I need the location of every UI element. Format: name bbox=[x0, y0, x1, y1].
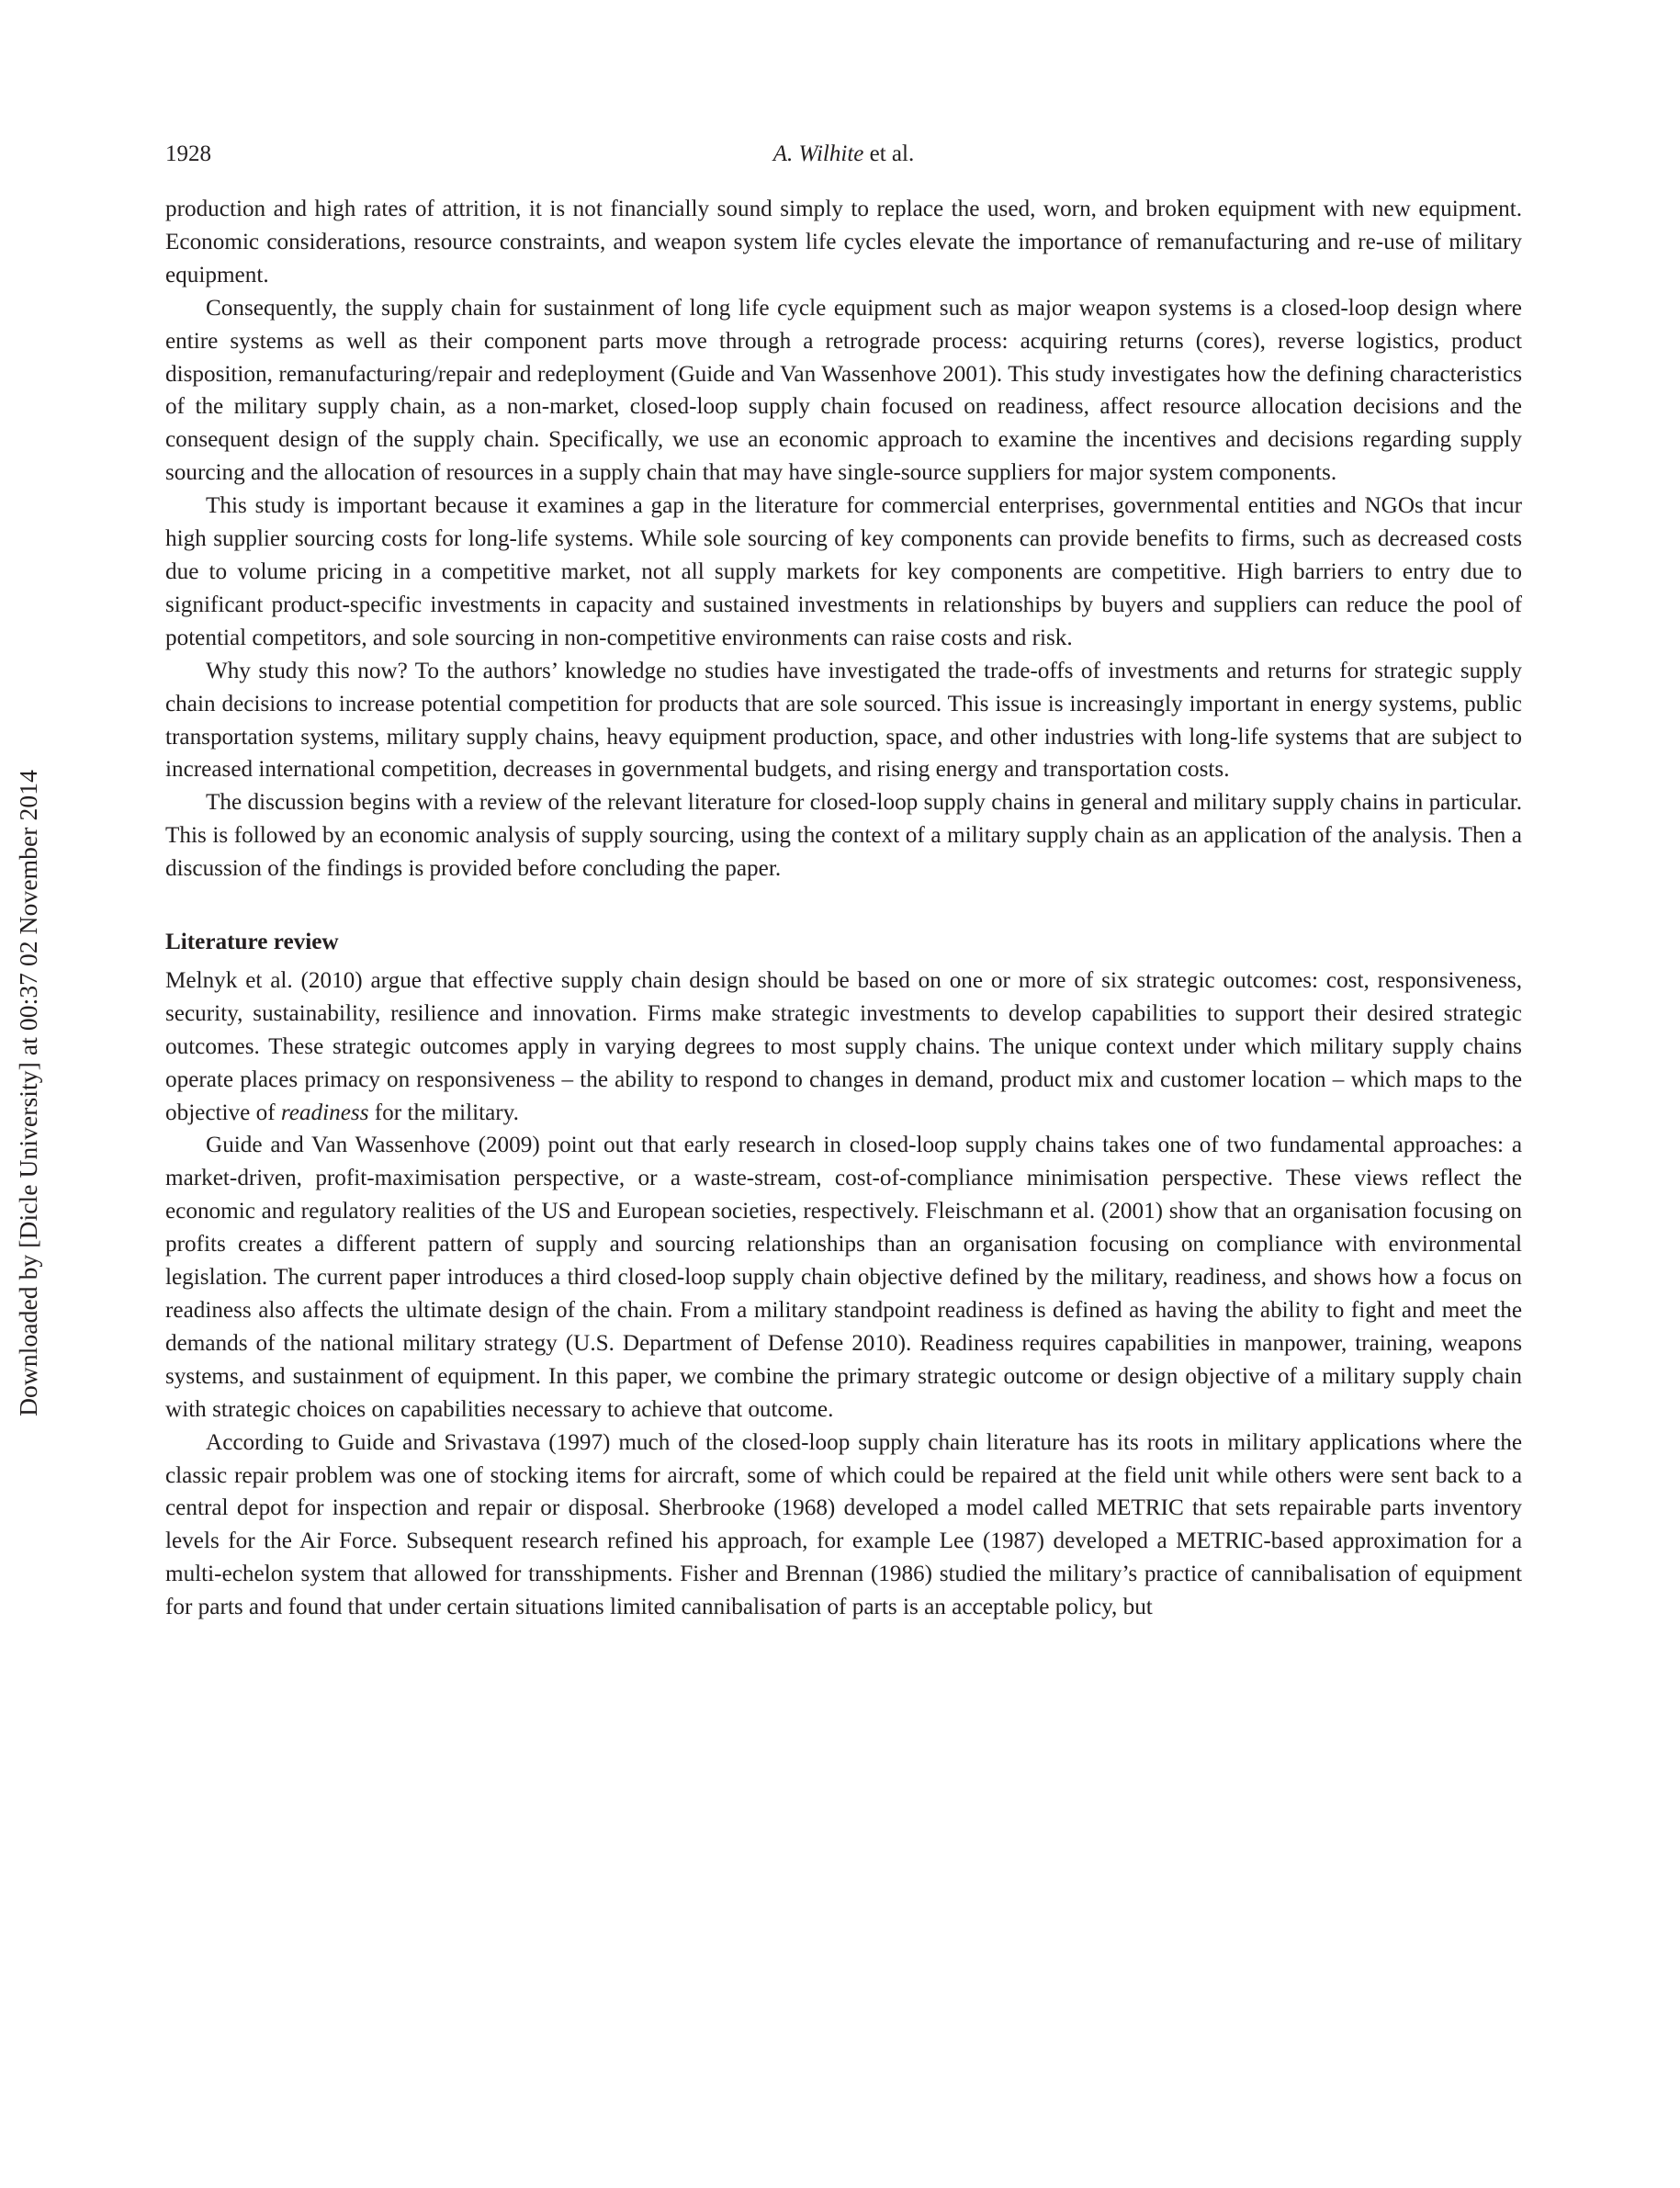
download-stamp bbox=[6, 753, 51, 1433]
body-paragraph: Guide and Van Wassenhove (2009) point out that early research in closed-loop supply chains takes one of two fundamental approaches: a market-driven, profit-maximisation perspective, or a waste-stream, cost-of-compliance minimisation perspective. These views reflect the economic and regulatory realities of the US and European societies, respectively. Fleischmann et al. (2001) show that an organisation focusing on profits creates a different pattern of supply and sourcing relationships than an organisation focusing on compliance with environmental legislation. The current paper introduces a third closed-loop supply chain objective defined by the military, readiness, and shows how a focus on readiness also affects the ultimate design of the chain. From a military standpoint readiness is defined as having the ability to fight and meet the demands of the national military strategy (U.S. Department of Defense 2010). Readiness requires capabilities in manpower, training, weapons systems, and sustainment of equipment. In this paper, we combine the primary strategic outcome or design objective of a military supply chain with strategic choices on capabilities necessary to achieve that outcome. bbox=[165, 1133, 1522, 1422]
running-head-suffix: et al. bbox=[863, 141, 915, 166]
emphasis-text: readiness bbox=[280, 1100, 369, 1125]
running-head bbox=[165, 138, 1522, 171]
article-body bbox=[165, 193, 1522, 1624]
running-header bbox=[165, 138, 1522, 171]
body-paragraph: Consequently, the supply chain for sustainment of long life cycle equipment such as major weapon systems is a closed-loop design where entire systems as well as their component parts move through a retrograde process: acquiring returns (cores), reverse logistics, product disposition, remanufacturing/repair and redeployment (Guide and Van Wassenhove 2001). This study investigates how the defining characteristics of the military supply chain, as a non-market, closed-loop supply chain focused on readiness, affect resource allocation decisions and the consequent design of the supply chain. Specifically, we use an economic approach to examine the incentives and decisions regarding supply sourcing and the allocation of resources in a supply chain that may have single-source suppliers for major system components. bbox=[165, 295, 1522, 486]
section-heading: Literature review bbox=[165, 930, 339, 955]
download-stamp-text: Downloaded by [Dicle University] at 00:37 02 November 2014 bbox=[14, 770, 42, 1416]
body-paragraph bbox=[165, 964, 1522, 1130]
body-paragraph: According to Guide and Srivastava (1997) much of the closed-loop supply chain literature has its roots in military applications where the classic repair problem was one of stocking items for aircraft, some of which could be repaired at the field unit while others were sent back to a central depot for inspection and repair or disposal. Sherbrooke (1968) developed a model called METRIC that sets repairable parts inventory levels for the Air Force. Subsequent research refined his approach, for example Lee (1987) developed a METRIC-based approximation for a multi-echelon system that allowed for transshipments. Fisher and Brennan (1986) studied the military’s practice of cannibalisation of equipment for parts and found that under certain situations limited cannibalisation of parts is an acceptable policy, but bbox=[165, 1429, 1522, 1620]
text-run: Melnyk et al. (2010) argue that effective supply chain design should be based on one or more of six strategic outcomes: cost, responsiveness, security, sustainability, resilience and innovation. Firms make strategic investments to develop capabilities to support their desired strategic outcomes. These strategic outcomes apply in varying degrees to most supply chains. The unique context under which military supply chains operate places primacy on responsiveness – the ability to respond to changes in demand, product mix and customer location – which maps to the objective of bbox=[165, 967, 1522, 1125]
text-run: for the military. bbox=[368, 1100, 519, 1125]
body-paragraph: This study is important because it examines a gap in the literature for commercial enterprises, governmental entities and NGOs that incur high supplier sourcing costs for long-life systems. While sole sourcing of key components can provide benefits to firms, such as decreased costs due to volume pricing in a competitive market, not all supply markets for key components are competitive. High barriers to entry due to significant product-specific investments in capacity and sustained investments in relationships by buyers and suppliers can reduce the pool of potential competitors, and sole sourcing in non-competitive environments can raise costs and risk. bbox=[165, 493, 1522, 650]
body-paragraph: The discussion begins with a review of the relevant literature for closed-loop supply chains in general and military supply chains in particular. This is followed by an economic analysis of supply sourcing, using the context of a military supply chain as an application of the analysis. Then a discussion of the findings is provided before concluding the paper. bbox=[165, 790, 1522, 882]
body-paragraph: Why study this now? To the authors’ knowledge no studies have investigated the trade-offs of investments and returns for strategic supply chain decisions to increase potential competition for products that are sole sourced. This issue is increasingly important in energy systems, public transportation systems, military supply chains, heavy equipment production, space, and other industries with long-life systems that are subject to increased international competition, decreases in governmental budgets, and rising energy and transportation costs. bbox=[165, 658, 1522, 783]
running-head-author: A. Wilhite bbox=[772, 141, 864, 166]
page-number: 1928 bbox=[165, 141, 211, 166]
body-paragraph: production and high rates of attrition, it is not financially sound simply to replace the used, worn, and broken equipment with new equipment. Economic considerations, resource constraints, and weapon system life cycles elevate the importance of remanufacturing and re-use of military equipment. bbox=[165, 197, 1522, 288]
